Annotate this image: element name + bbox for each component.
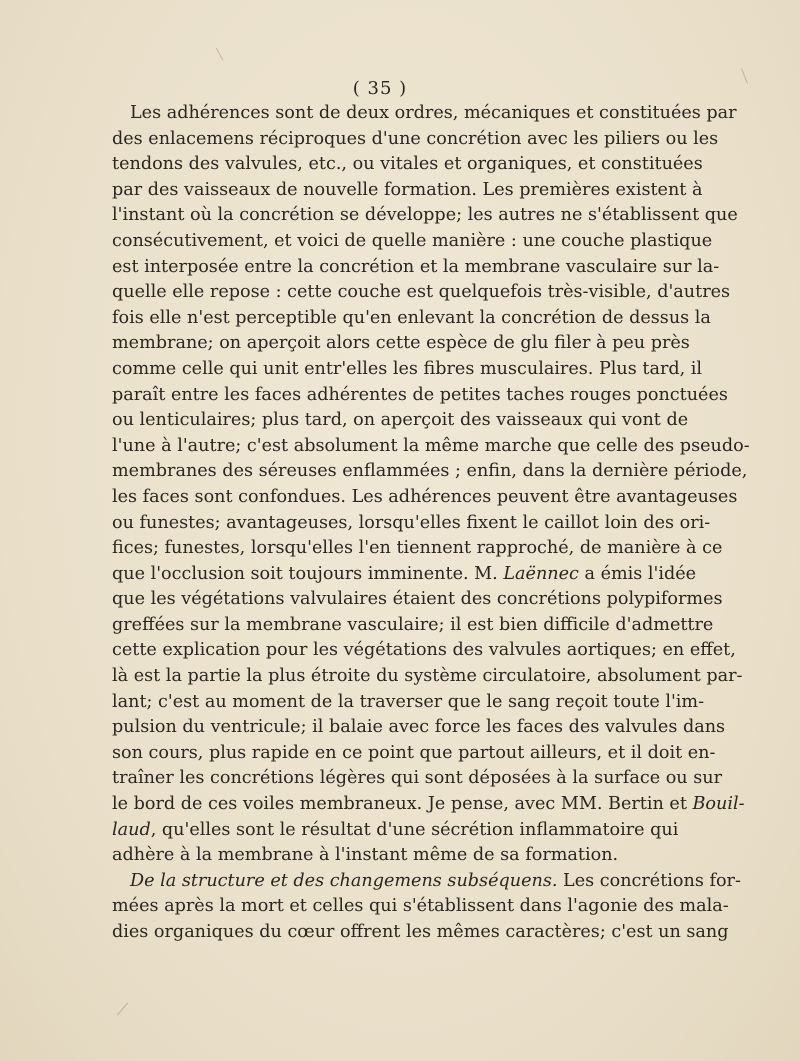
text-line: comme celle qui unit entr'elles les fibres musculaires. Plus tard, il	[112, 358, 703, 379]
text-line: consécutivement, et voici de quelle manière : une couche plastique	[112, 230, 713, 251]
text-line: fices; funestes, lorsqu'elles l'en tiennent rapproché, de manière à ce	[112, 538, 723, 559]
text-line: pulsion du ventricule; il balaie avec force les faces des valvules dans	[112, 717, 726, 738]
text-line: est interposée entre la concrétion et la membrane vasculaire sur la-	[112, 256, 720, 277]
text-line: les faces sont confondues. Les adhérences peuvent être avantageuses	[112, 486, 738, 507]
text-line: cette explication pour les végétations des valvules aortiques; en effet,	[112, 640, 736, 661]
text-line: adhère à la membrane à l'instant même de sa formation.	[112, 845, 619, 866]
page-number: ( 35 )	[352, 78, 408, 99]
text-line: laud, qu'elles sont le résultat d'une sécrétion inflammatoire qui	[112, 819, 679, 840]
text-line: Les adhérences sont de deux ordres, mécaniques et constituées par	[130, 103, 737, 123]
text-line: fois elle n'est perceptible qu'en enlevant la concrétion de dessus la	[112, 307, 711, 328]
text-line: lant; c'est au moment de la traverser que le sang reçoit toute l'im-	[112, 691, 705, 712]
text-line: son cours, plus rapide en ce point que partout ailleurs, et il doit en-	[112, 742, 716, 763]
text-line: paraît entre les faces adhérentes de petites taches rouges ponctuées	[112, 384, 728, 405]
text-line: par des vaisseaux de nouvelle formation. Les premières existent à	[112, 179, 703, 200]
text-line: De la structure et des changemens subséquens. Les concrétions for-	[130, 870, 741, 891]
text-line: ou lenticulaires; plus tard, on aperçoit des vaisseaux qui vont de	[112, 410, 689, 431]
text-line: que l'occlusion soit toujours imminente. M. Laënnec a émis l'idée	[112, 563, 697, 584]
italic-name: Bouil-	[692, 794, 745, 815]
scan-mark	[216, 48, 223, 61]
text-line: le bord de ces voiles membraneux. Je pense, avec MM. Bertin et Bouil-	[112, 794, 745, 815]
text-line: dies organiques du cœur offrent les mêmes caractères; c'est un sang	[112, 922, 729, 942]
text-line: membrane; on aperçoit alors cette espèce de glu filer à peu près	[112, 333, 690, 354]
scan-mark	[117, 1003, 128, 1016]
text-line: quelle elle repose : cette couche est quelquefois très-visible, d'autres	[112, 282, 731, 303]
text-line: l'une à l'autre; c'est absolument la même marche que celle des pseudo-	[112, 435, 750, 456]
italic-name: De la structure et des changemens subséquens.	[130, 870, 558, 891]
text-line: traîner les concrétions légères qui sont déposées à la surface ou sur	[112, 768, 722, 789]
italic-name: Laënnec	[503, 563, 579, 584]
text-line: l'instant où la concrétion se développe; les autres ne s'établissent que	[112, 205, 738, 226]
text-line: membranes des séreuses enflammées ; enfin, dans la dernière période,	[112, 461, 748, 482]
text-line: tendons des valvules, etc., ou vitales et organiques, et constituées	[112, 154, 703, 175]
text-line: que les végétations valvulaires étaient des concrétions polypiformes	[112, 589, 723, 610]
text-line: des enlacemens réciproques d'une concrétion avec les piliers ou les	[112, 128, 719, 149]
body-text	[112, 101, 750, 946]
text-line: ou funestes; avantageuses, lorsqu'elles fixent le caillot loin des ori-	[112, 512, 711, 533]
text-line: là est la partie la plus étroite du système circulatoire, absolument par-	[112, 666, 743, 687]
text-line: mées après la mort et celles qui s'établissent dans l'agonie des mala-	[112, 896, 729, 917]
text-line: greffées sur la membrane vasculaire; il est bien difficile d'admettre	[112, 614, 714, 635]
italic-name: laud	[112, 819, 151, 840]
